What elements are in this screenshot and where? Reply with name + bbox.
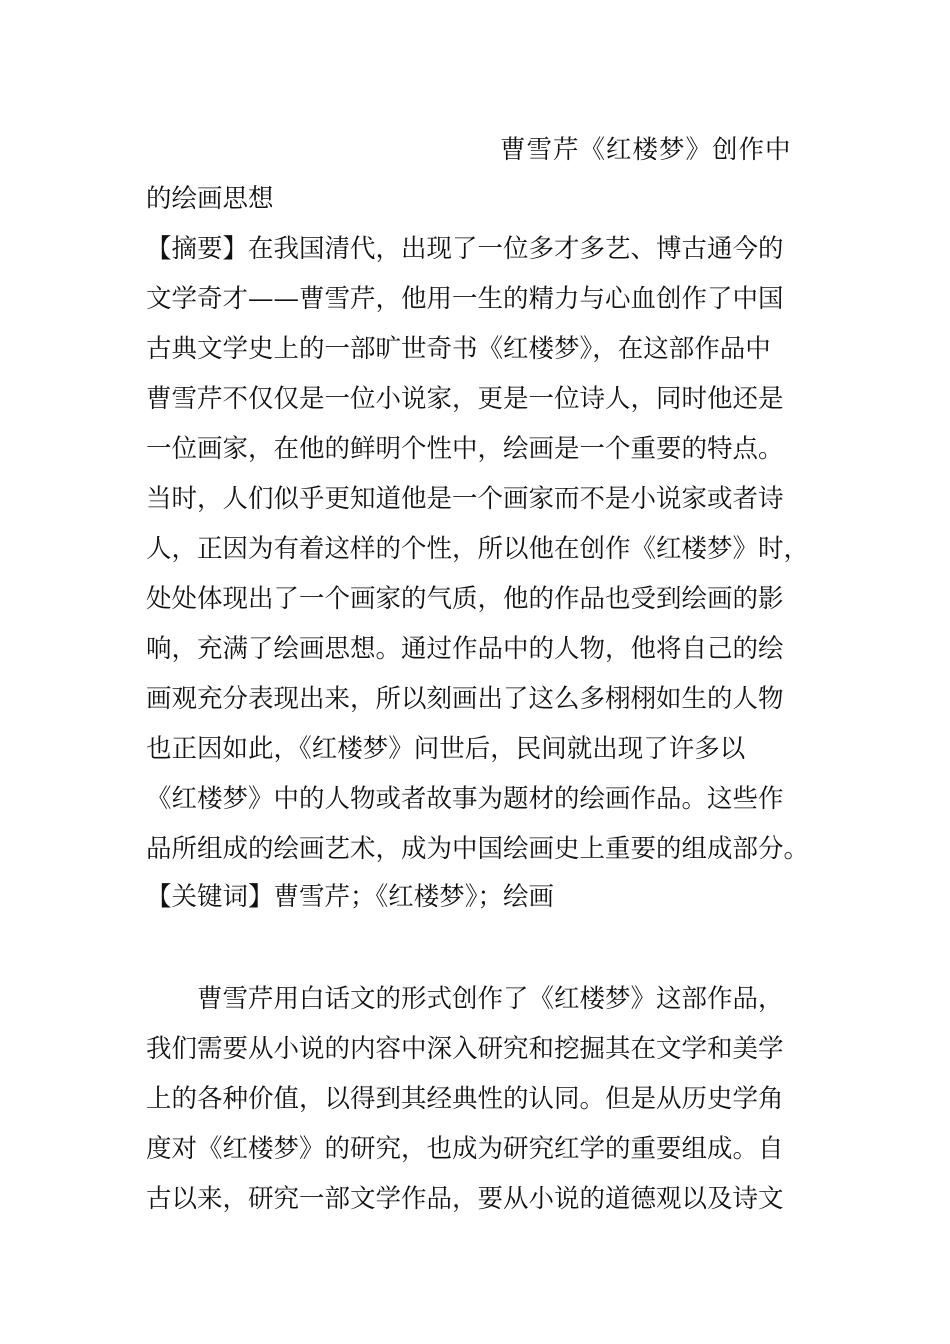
abstract-line-10: 画观充分表现出来，所以刻画出了这么多栩栩如生的人物 [146,684,784,714]
body-line-5: 古以来，研究一部文学作品，要从小说的道德观以及诗文 [146,1184,784,1214]
abstract-line-8: 处处体现出了一个画家的气质，他的作品也受到绘画的影 [146,584,784,614]
abstract-line-3: 古典文学史上的一部旷世奇书《红楼梦》，在这部作品中 [146,334,771,364]
body-line-1: 曹雪芹用白话文的形式创作了《红楼梦》这部作品， [146,984,784,1014]
title-line-1: 曹雪芹《红楼梦》创作中 [500,135,792,165]
abstract-line-12: 《红楼梦》中的人物或者故事为题材的绘画作品。这些作 [146,784,784,814]
keywords-line: 【关键词】曹雪芹；《红楼梦》；绘画 [146,882,555,912]
title-line-2: 的绘画思想 [146,184,274,214]
abstract-line-9: 响，充满了绘画思想。通过作品中的人物，他将自己的绘 [146,634,784,664]
abstract-line-7: 人，正因为有着这样的个性，所以他在创作《红楼梦》时， [146,534,810,564]
abstract-line-2: 文学奇才——曹雪芹，他用一生的精力与心血创作了中国 [146,284,784,314]
abstract-line-13: 品所组成的绘画艺术，成为中国绘画史上重要的组成部分。 [146,834,810,864]
abstract-line-4: 曹雪芹不仅仅是一位小说家，更是一位诗人，同时他还是 [146,384,784,414]
abstract-line-11: 也正因如此，《红楼梦》问世后，民间就出现了许多以 [146,734,746,764]
abstract-line-6: 当时，人们似乎更知道他是一个画家而不是小说家或者诗 [146,484,784,514]
abstract-line-5: 一位画家，在他的鲜明个性中，绘画是一个重要的特点。 [146,434,784,464]
body-line-2: 我们需要从小说的内容中深入研究和挖掘其在文学和美学 [146,1034,784,1064]
body-line-4: 度对《红楼梦》的研究，也成为研究红学的重要组成。自 [146,1134,784,1164]
abstract-line-1: 【摘要】在我国清代，出现了一位多才多艺、博古通今的 [146,234,784,264]
body-line-3: 上的各种价值，以得到其经典性的认同。但是从历史学角 [146,1084,784,1114]
